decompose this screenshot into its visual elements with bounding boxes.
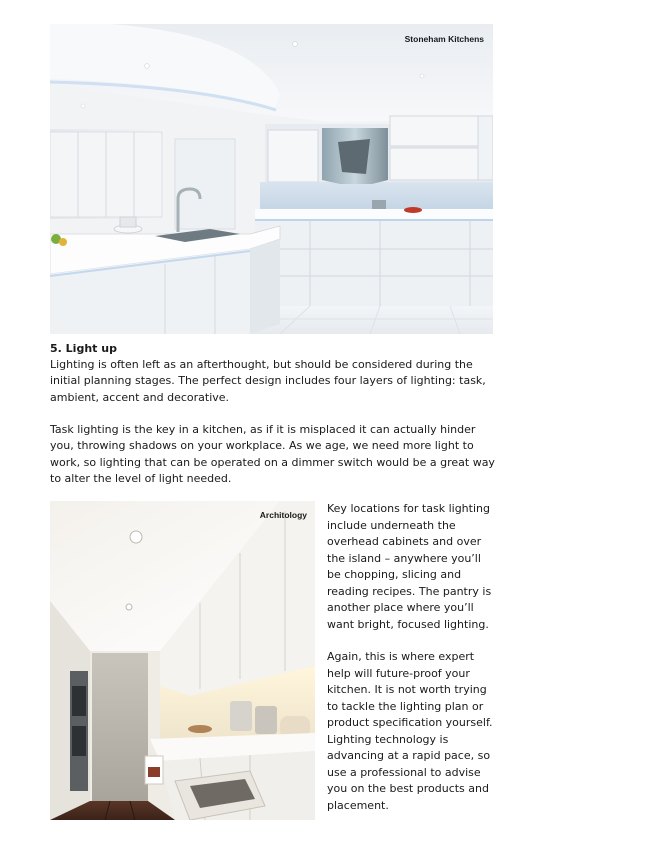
kitchen-photo-bottom bbox=[50, 501, 315, 820]
side-paragraph: Again, this is where expert help will future-proof your kitchen. It is not worth trying to tackle the lighting plan or product specification yourself. Lighting technology is advancing at a rapid pace, so use a professional to advise you on the best products and placement. bbox=[327, 650, 493, 812]
kitchen-photo-top bbox=[50, 24, 493, 334]
photo-credit: Stoneham Kitchens bbox=[404, 34, 484, 44]
body-paragraph: Task lighting is the key in a kitchen, as if it is misplaced it can actually hinder you, throwing shadows on your workplace. As we age, we need more light to work, so lighting that can be operated on a dimmer switch would be a great way to alter the level of light needed. bbox=[50, 423, 495, 485]
body-paragraph: Lighting is often left as an afterthought, but should be considered during the initial planning stages. The perfect design includes four layers of lighting: task, ambient, accent and decorative. bbox=[50, 358, 486, 404]
photo-credit: Architology bbox=[259, 510, 307, 520]
side-paragraph: Key locations for task lighting include underneath the overhead cabinets and over the island – anywhere you’ll be chopping, slicing and reading recipes. The pantry is another place where you’ll want bright, focused lighting. bbox=[327, 502, 492, 631]
kitchen-illustration bbox=[50, 24, 493, 334]
section-heading: 5. Light up bbox=[50, 342, 117, 355]
galley-kitchen-illustration bbox=[50, 501, 315, 820]
